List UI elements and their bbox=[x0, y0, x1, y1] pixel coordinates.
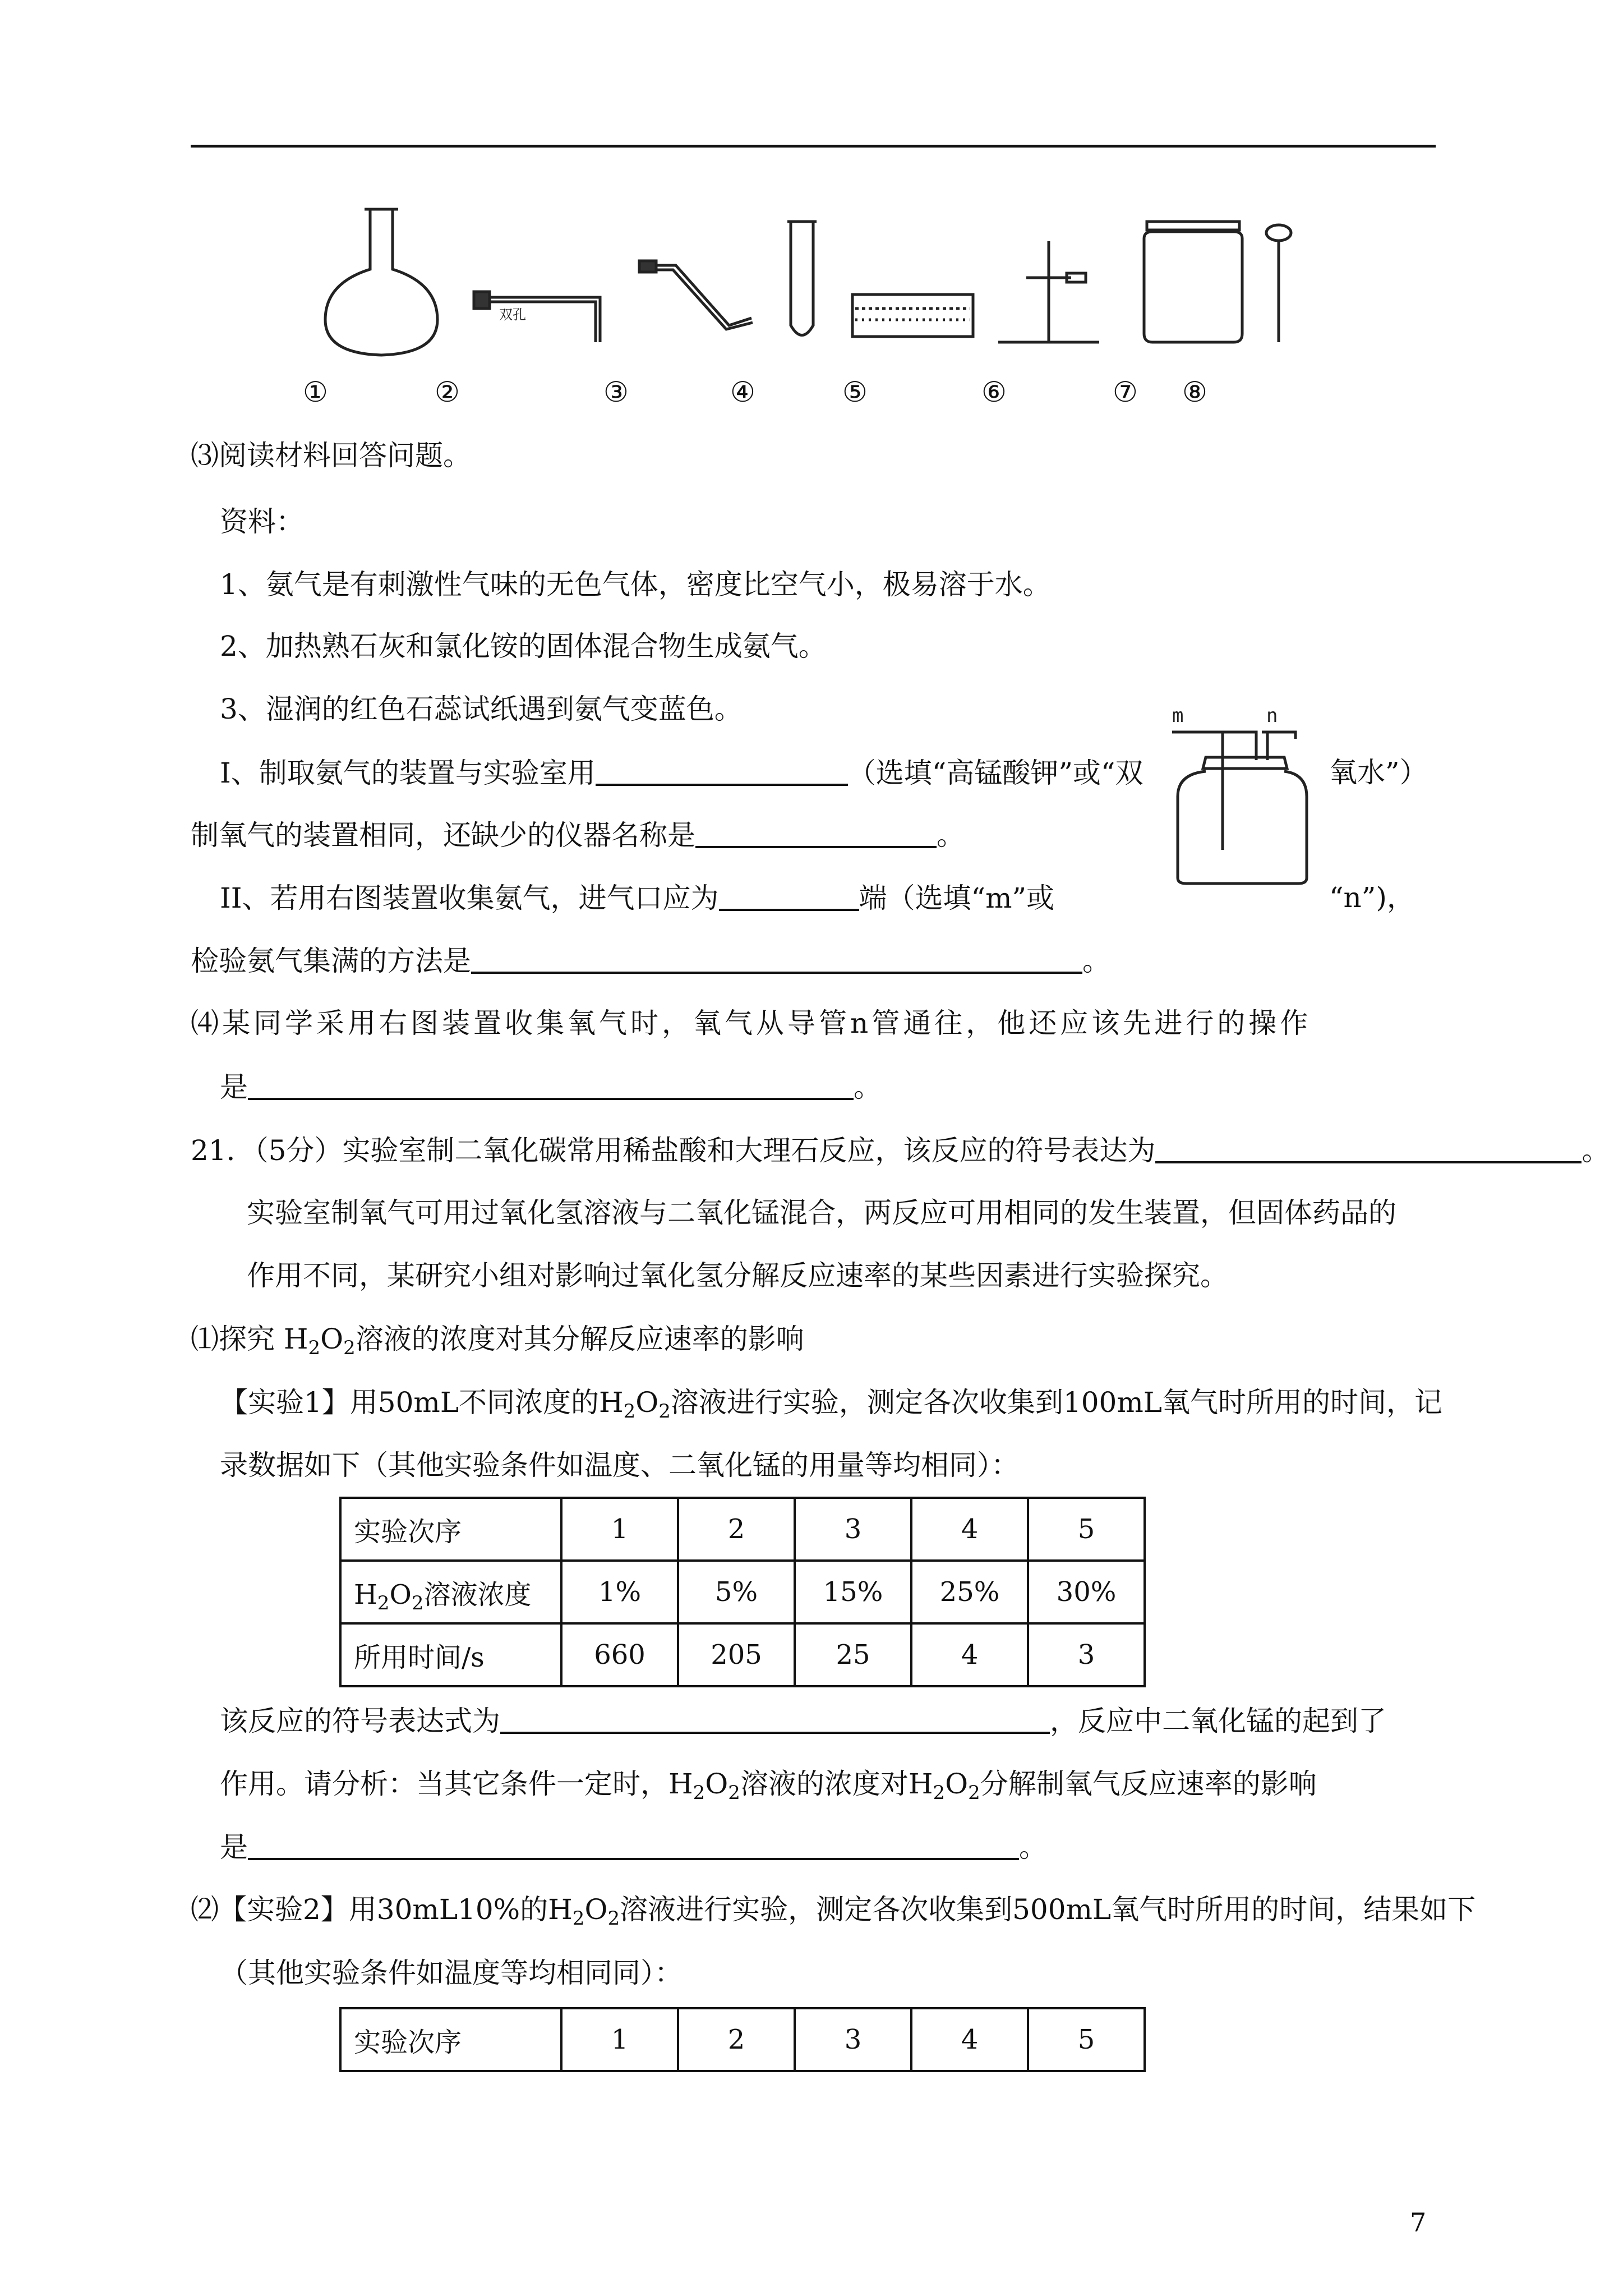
test-tube-icon bbox=[787, 222, 817, 335]
apparatus-label-2: ② bbox=[435, 376, 460, 408]
material-1: 1、氨气是有刺激性气味的无色气体，密度比空气小，极易溶于水。 bbox=[220, 568, 1051, 601]
part1-title: ⑴探究 $H_2O_2$溶液的浓度对其分解反应速率的影响 bbox=[191, 1323, 804, 1359]
section3-title: ⑶阅读材料回答问题。 bbox=[191, 439, 471, 472]
q2-text-c: “n”)， bbox=[1329, 881, 1415, 914]
q21-line3: 作用不同，某研究小组对影响过氧化氢分解反应速率的某些因素进行实验探究。 bbox=[247, 1259, 1228, 1292]
exp2-line2: （其他实验条件如温度等均相同同）： bbox=[220, 1957, 683, 1989]
table-cell: 25 bbox=[795, 1623, 911, 1686]
table-cell: 实验次序 bbox=[340, 1498, 561, 1561]
combustion-spoon-icon bbox=[1266, 225, 1291, 342]
table-cell: 3 bbox=[795, 1498, 911, 1561]
experiment1-table bbox=[339, 1497, 1146, 1687]
two-hole-stopper-tube-icon bbox=[474, 292, 600, 342]
apparatus-label-4: ④ bbox=[730, 376, 755, 408]
gas-collecting-bottle-icon bbox=[1144, 222, 1242, 342]
apparatus-labels bbox=[0, 376, 1623, 421]
table-cell: 实验次序 bbox=[340, 2008, 561, 2071]
q2-text-b: 端（选填“m”或 bbox=[859, 882, 1055, 914]
q2-text-d: 检验氨气集满的方法是 bbox=[191, 945, 471, 977]
table-cell: 5% bbox=[678, 1561, 795, 1623]
table-cell: 3 bbox=[795, 2008, 911, 2071]
analysis-line3: 是 。 bbox=[220, 1829, 1047, 1865]
q1-line1 bbox=[220, 754, 1143, 791]
table-cell: 205 bbox=[678, 1623, 795, 1686]
q1-blank-instrument[interactable] bbox=[695, 817, 937, 848]
table-cell: 5 bbox=[1028, 1498, 1145, 1561]
table-row bbox=[340, 1623, 1145, 1686]
apparatus-label-8: ⑧ bbox=[1182, 376, 1207, 408]
exp1-line2: 录数据如下（其他实验条件如温度、二氧化锰的用量等均相同）： bbox=[220, 1449, 1019, 1481]
apparatus-label-6: ⑥ bbox=[981, 376, 1007, 408]
exp1-line1: 【实验1】用50mL不同浓度的$H_2O_2$溶液进行实验，测定各次收集到100mL氧气时所用的时间，记 bbox=[220, 1386, 1442, 1423]
table-row bbox=[340, 1561, 1145, 1623]
stopper-icon bbox=[1203, 757, 1287, 769]
bent-delivery-tube-icon bbox=[639, 261, 753, 329]
q1-text-b: （选填“高锰酸钾”或“双 bbox=[847, 757, 1144, 789]
experiment2-table bbox=[339, 2007, 1146, 2072]
table-cell: 1% bbox=[561, 1561, 678, 1623]
round-bottom-flask-icon bbox=[325, 209, 437, 355]
table-cell: 2 bbox=[678, 1498, 795, 1561]
q2-end: 。 bbox=[1082, 945, 1110, 977]
q21-line2: 实验室制氧气可用过氧化氢溶液与二氧化锰混合，两反应可用相同的发生装置，但固体药品的 bbox=[247, 1197, 1396, 1229]
q21-line1 bbox=[191, 1132, 1610, 1168]
analysis-blank-equation[interactable] bbox=[500, 1703, 1050, 1734]
header-rule bbox=[191, 145, 1436, 148]
bottle-label-n: n bbox=[1266, 705, 1278, 727]
apparatus-illustrations bbox=[303, 199, 1312, 367]
table-cell: 4 bbox=[911, 1623, 1028, 1686]
q2-blank-method[interactable] bbox=[471, 942, 1082, 974]
table-cell: 4 bbox=[911, 2008, 1028, 2071]
apparatus-label-1: ① bbox=[303, 376, 328, 408]
table-cell: 15% bbox=[795, 1561, 911, 1623]
section4-end: 。 bbox=[854, 1071, 882, 1103]
q2-line1 bbox=[220, 880, 1054, 916]
apparatus-label-5: ⑤ bbox=[842, 376, 868, 408]
table-row bbox=[340, 1498, 1145, 1561]
q1-end: 。 bbox=[937, 819, 965, 852]
exp2-line1: ⑵【实验2】用30mL10%的$H_2O_2$溶液进行实验，测定各次收集到500mL氧气时所用的时间，结果如下 bbox=[191, 1893, 1476, 1930]
iron-stand-icon bbox=[998, 241, 1099, 342]
water-trough-icon bbox=[852, 295, 973, 337]
q21-text-a: 21．（5分）实验室制二氧化碳常用稀盐酸和大理石反应，该反应的符号表达为 bbox=[191, 1134, 1156, 1167]
table-cell: 3 bbox=[1028, 1623, 1145, 1686]
q21-blank-co2[interactable] bbox=[1155, 1132, 1581, 1163]
q1-text-d: 制氧气的装置相同，还缺少的仪器名称是 bbox=[191, 819, 695, 852]
table-cell: 660 bbox=[561, 1623, 678, 1686]
svg-text:双孔: 双孔 bbox=[499, 307, 526, 323]
material-3: 3、湿润的红色石蕊试纸遇到氨气变蓝色。 bbox=[220, 693, 743, 725]
table-cell: 1 bbox=[561, 1498, 678, 1561]
table-cell: 25% bbox=[911, 1561, 1028, 1623]
section4-line2 bbox=[220, 1069, 882, 1105]
section4-text-b: 是 bbox=[220, 1071, 248, 1103]
table-cell: 2 bbox=[678, 2008, 795, 2071]
q2-line2 bbox=[191, 942, 1110, 979]
table-cell: 1 bbox=[561, 2008, 678, 2071]
q2-text-a: II、若用右图装置收集氨气，进气口应为 bbox=[220, 882, 719, 914]
q1-text-a: I、制取氨气的装置与实验室用 bbox=[220, 757, 596, 789]
table-cell: 5 bbox=[1028, 2008, 1145, 2071]
table-cell: 所用时间/s bbox=[340, 1623, 561, 1686]
table-cell: 4 bbox=[911, 1498, 1028, 1561]
table-row bbox=[340, 2008, 1145, 2071]
q1-line2 bbox=[191, 817, 965, 853]
analysis-line2-text: 作用。请分析：当其它条件一定时，$H_2O_2$溶液的浓度对$H_2O_2$分解制氧气反应速率的影响 bbox=[220, 1766, 1431, 1802]
page-number: 7 bbox=[1410, 2207, 1427, 2238]
collection-bottle-diagram bbox=[1155, 704, 1318, 889]
material-2: 2、加热熟石灰和氯化铵的固体混合物生成氨气。 bbox=[220, 630, 827, 662]
analysis-line1: 该反应的符号表达式为 ，反应中二氧化锰的起到了 bbox=[220, 1703, 1386, 1739]
q21-end: 。 bbox=[1581, 1134, 1610, 1167]
q1-text-c: 氧水”） bbox=[1329, 756, 1428, 789]
table-cell: $H_2O_2$溶液浓度 bbox=[340, 1561, 561, 1623]
table-cell: 30% bbox=[1028, 1561, 1145, 1623]
apparatus-label-7: ⑦ bbox=[1113, 376, 1138, 408]
analysis-blank-effect[interactable] bbox=[248, 1829, 1019, 1860]
material-label: 资料： bbox=[220, 505, 304, 538]
apparatus-label-3: ③ bbox=[603, 376, 629, 408]
section4-blank[interactable] bbox=[248, 1069, 854, 1100]
bottle-label-m: m bbox=[1172, 705, 1184, 727]
q1-blank-reagent[interactable] bbox=[596, 754, 848, 786]
section4-text: ⑷某同学采用右图装置收集氧气时，氧气从导管n管通往，他还应该先进行的操作 bbox=[191, 1007, 1312, 1039]
q2-blank-inlet[interactable] bbox=[719, 880, 859, 911]
